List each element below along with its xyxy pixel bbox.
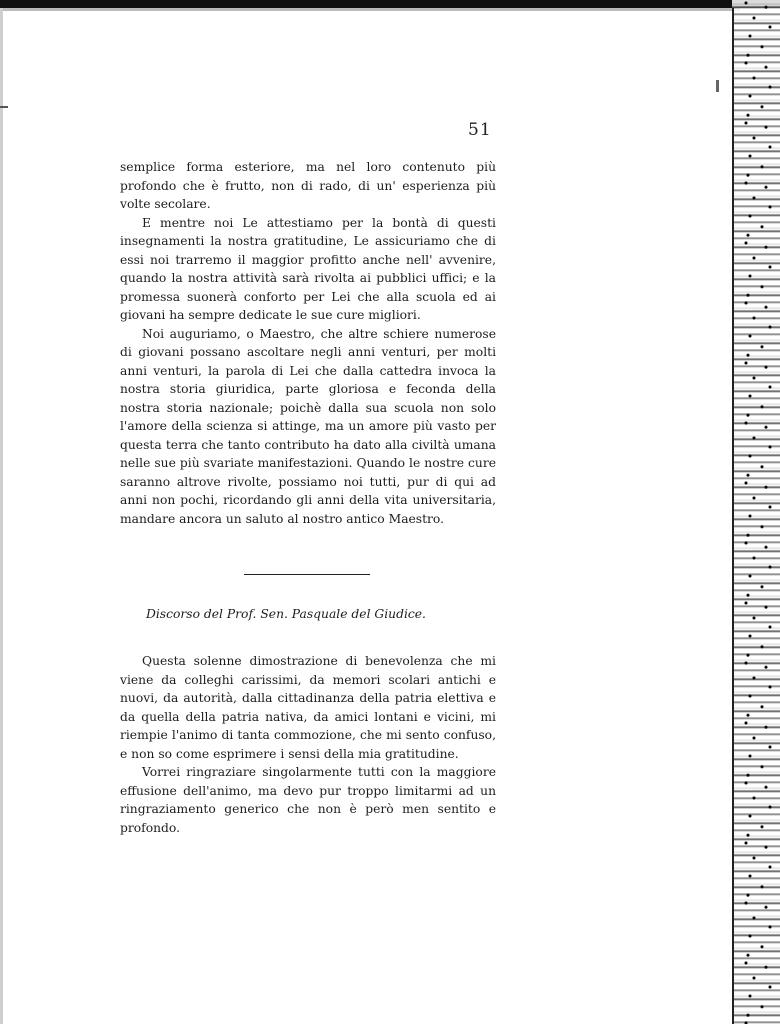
left-scan-shadow	[0, 8, 3, 1024]
paragraph-continuation: semplice forma esteriore, ma nel loro contenuto più profondo che è frutto, non di rado, di un' esperienza più volte secolare.	[120, 160, 496, 211]
right-edge-specks	[738, 0, 778, 1024]
body-text-top	[120, 158, 496, 528]
section-heading: Discorso del Prof. Sen. Pasquale del Giudice.	[146, 607, 426, 621]
top-scan-border	[0, 0, 780, 8]
paragraph: Vorrei ringraziare singolarmente tutti con la maggiore effusione dell'animo, ma devo pur troppo limitarmi ad un ringraziamento generico che non è però men sentito e profondo.	[120, 765, 496, 835]
body-text-bottom	[120, 652, 496, 837]
top-scan-shadow	[0, 8, 740, 11]
right-margin-mark	[716, 80, 719, 92]
paragraph: Noi auguriamo, o Maestro, che altre schiere numerose di giovani possano ascoltare negli anni venturi, per molti anni venturi, la parola di Lei che dalla cattedra invoca la nostra storia giuridica, parte gloriosa e feconda della nostra storia nazionale; poichè dalla sua scuola non solo l'amore della scienza si attinge, ma un amore più vasto per questa terra che tanto contributo ha dato alla civiltà umana nelle sue più svariate manifestazioni. Quando le nostre cure saranno altrove rivolte, possiamo noi tutti, pur di qui ad anni non pochi, ricordando gli anni della vita universitaria, mandare ancora un saluto al nostro antico Maestro.	[120, 326, 496, 526]
left-margin-mark	[0, 106, 8, 108]
paragraph: Questa solenne dimostrazione di benevolenza che mi viene da colleghi carissimi, da memori scolari antichi e nuovi, da autorità, dalla cittadinanza della patria elettiva e da quella della patria nativa, da amici lontani e vicini, mi riempie l'animo di tanta commozione, che mi sento confuso, e non so come esprimere i sensi della mia gratitudine.	[120, 654, 496, 761]
paragraph: E mentre noi Le attestiamo per la bontà di questi insegnamenti la nostra gratitudine, Le assicuriamo che di essi noi trarremo il maggior profitto anche nell' avvenire, quando la nostra attività sarà rivolta ai pubblici uffici; e la promessa suonerà conforto per Lei che alla scuola ed ai giovani ha sempre dedicate le sue cure migliori.	[120, 215, 496, 322]
right-edge-line	[732, 8, 734, 1024]
page-number: 51	[468, 120, 492, 140]
section-divider	[244, 574, 370, 575]
